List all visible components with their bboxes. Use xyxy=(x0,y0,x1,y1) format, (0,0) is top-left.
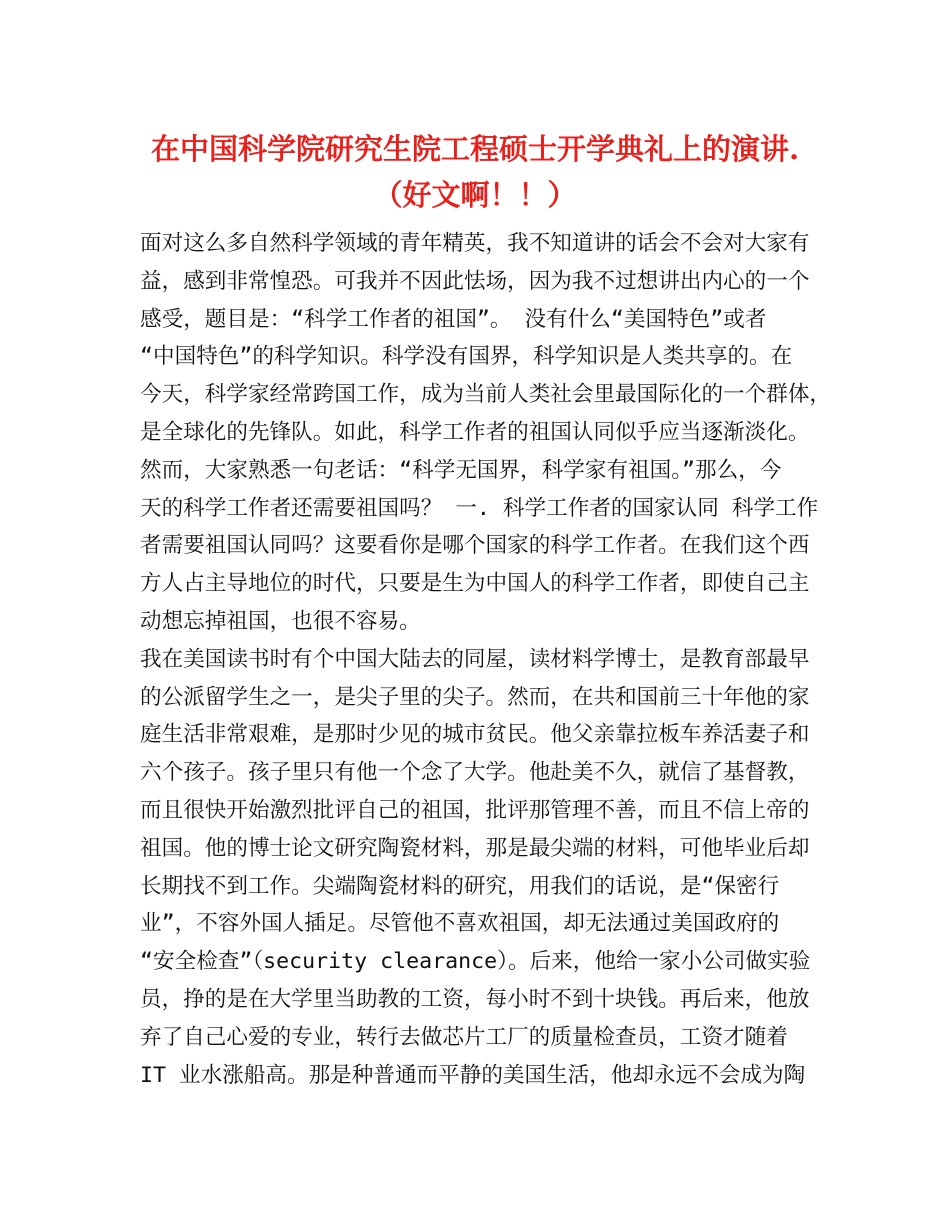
body-line: 然而，大家熟悉一句老话：“科学无国界，科学家有祖国。”那么，今 xyxy=(140,457,782,483)
body-line: 而且很快开始激烈批评自己的祖国，批评那管理不善，而且不信上帝的 xyxy=(140,797,810,823)
body-line: 员，挣的是在大学里当助教的工资，每小时不到十块钱。再后来，他放 xyxy=(140,986,810,1012)
body-line: “安全检查”（security clearance）。后来，他给一家小公司做实验 xyxy=(140,949,811,975)
body-line: 我在美国读书时有个中国大陆去的同屋，读材料学博士，是教育部最早 xyxy=(140,646,810,672)
body-line: 是全球化的先锋队。如此，科学工作者的祖国认同似乎应当逐渐淡化。 xyxy=(140,419,810,445)
body-line: 长期找不到工作。尖端陶瓷材料的研究，用我们的话说，是“保密行 xyxy=(140,873,780,899)
body-line: 方人占主导地位的时代，只要是生为中国人的科学工作者，即使自己主 xyxy=(140,571,810,597)
body-line: “中国特色”的科学知识。科学没有国界，科学知识是人类共享的。在 xyxy=(140,344,793,370)
body-line: 面对这么多自然科学领域的青年精英，我不知道讲的话会不会对大家有 xyxy=(140,231,810,256)
body-line: 祖国。他的博士论文研究陶瓷材料，那是最尖端的材料，可他毕业后却 xyxy=(140,835,810,861)
body-line: 业”，不容外国人插足。尽管他不喜欢祖国，却无法通过美国政府的 xyxy=(140,911,780,937)
body-line: 感受，题目是：“科学工作者的祖国”。 没有什么“美国特色”或者 xyxy=(140,306,767,332)
body-line: IT 业水涨船高。那是种普通而平静的美国生活，他却永远不会成为陶 xyxy=(140,1062,806,1088)
body-line: 庭生活非常艰难，是那时少见的城市贫民。他父亲靠拉板车养活妻子和 xyxy=(140,722,810,748)
body-line: 者需要祖国认同吗？这要看你是哪个国家的科学工作者。在我们这个西 xyxy=(140,533,810,559)
body-line: 今天，科学家经常跨国工作，成为当前人类社会里最国际化的一个群体， xyxy=(140,382,832,408)
body-line: 动想忘掉祖国，也很不容易。 xyxy=(140,608,421,634)
document-title-line-1: 在中国科学院研究生院工程硕士开学典礼上的演讲. xyxy=(150,132,800,166)
document-title-line-2: （好文啊！！） xyxy=(373,178,577,212)
body-line: 弃了自己心爱的专业，转行去做芯片工厂的质量检查员，工资才随着 xyxy=(140,1024,788,1050)
document-body xyxy=(140,225,840,1094)
body-line: 的公派留学生之一，是尖子里的尖子。然而，在共和国前三十年他的家 xyxy=(140,684,810,710)
body-line: 天的科学工作者还需要祖国吗？ 一. 科学工作者的国家认同 科学工作 xyxy=(140,495,819,521)
body-line: 六个孩子。孩子里只有他一个念了大学。他赴美不久，就信了基督教， xyxy=(140,760,810,786)
body-line: 益，感到非常惶恐。可我并不因此怯场，因为我不过想讲出内心的一个 xyxy=(140,268,810,294)
